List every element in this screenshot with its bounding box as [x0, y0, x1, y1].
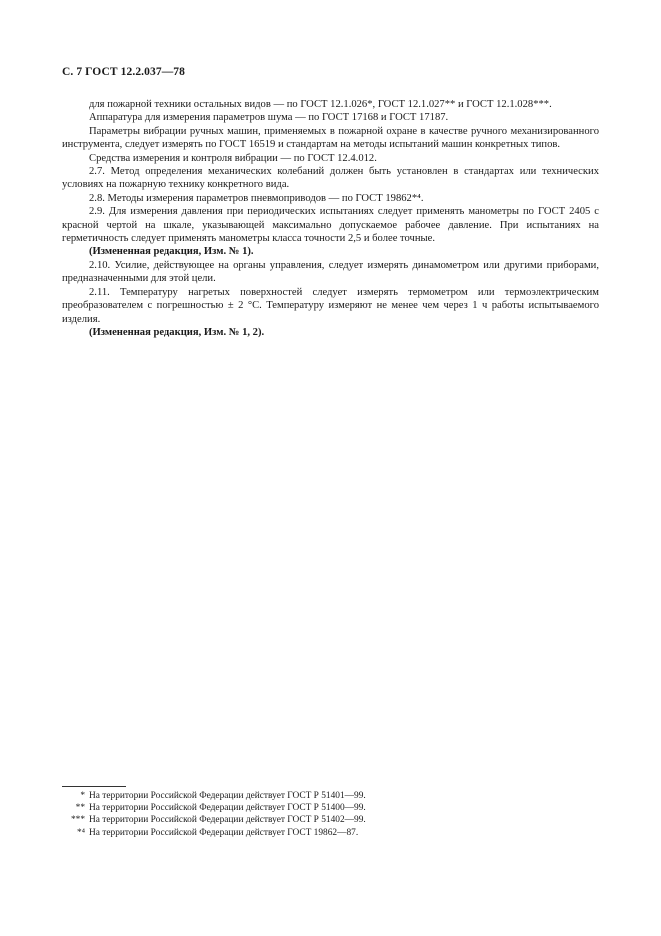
- paragraph-fire-equipment-noise: для пожарной техники остальных видов — по ГОСТ 12.1.026*, ГОСТ 12.1.027** и ГОСТ 12.1.028***.: [89, 99, 552, 110]
- footnote-item: [62, 827, 599, 839]
- footnote-mark: *⁴: [77, 827, 85, 838]
- footnote-item: [62, 802, 599, 814]
- clause-2-8: 2.8. Методы измерения параметров пневмоприводов — по ГОСТ 19862*⁴.: [89, 192, 424, 204]
- footnotes: [62, 790, 599, 839]
- document-body: [62, 98, 599, 339]
- page-header: С. 7 ГОСТ 12.2.037—78: [62, 66, 185, 78]
- footnote-text: На территории Российской Федерации действует ГОСТ Р 51400—99.: [89, 803, 366, 814]
- revision-note-1: (Измененная редакция, Изм. № 1).: [89, 246, 254, 258]
- footnote-mark: *: [80, 791, 85, 801]
- clause-2-7: 2.7. Метод определения механических колебаний должен быть установлен в стандартах или технических условиях на пожарную технику конкретного вида.: [62, 166, 599, 191]
- footnote-mark: ***: [70, 815, 85, 826]
- footnote-divider: [62, 786, 126, 787]
- clause-2-11: 2.11. Температуру нагретых поверхностей следует измерять термометром или термоэлектрическим преобразователем с погрешностью ± 2 °С. Температуру измеряют не менее чем через 1 ч работы испытываемого изделия.: [62, 286, 599, 325]
- paragraph-noise-apparatus: Аппаратура для измерения параметров шума — по ГОСТ 17168 и ГОСТ 17187.: [89, 112, 449, 124]
- footnote-item: [62, 814, 599, 826]
- footnote-text: На территории Российской Федерации действует ГОСТ 19862—87.: [89, 827, 359, 838]
- paragraph-vibration-control: Средства измерения и контроля вибрации — по ГОСТ 12.4.012.: [89, 152, 377, 164]
- revision-note-2: (Измененная редакция, Изм. № 1, 2).: [89, 326, 265, 338]
- footnote-text: На территории Российской Федерации действует ГОСТ Р 51402—99.: [89, 815, 366, 826]
- footnote-item: [62, 790, 599, 802]
- clause-2-9: 2.9. Для измерения давления при периодических испытаниях следует применять манометры по ГОСТ 2405 с красной чертой на шкале, указывающей максимально допускаемое рабочее давление. При испытаниях на герметичность следует применять манометры класса точности 2,5 и более точные.: [62, 206, 599, 245]
- clause-2-10: 2.10. Усилие, действующее на органы управления, следует измерять динамометром или другими приборами, предназначенными для этой цели.: [62, 259, 599, 285]
- footnote-text: На территории Российской Федерации действует ГОСТ Р 51401—99.: [89, 791, 366, 801]
- paragraph-vibration-parameters: Параметры вибрации ручных машин, применяемых в пожарной охране в качестве ручного механизированного инструмента, следует измерять по ГОСТ 16519 и стандартам на методы испытаний машин конкретных типов.: [62, 125, 599, 151]
- footnote-mark: **: [75, 803, 85, 814]
